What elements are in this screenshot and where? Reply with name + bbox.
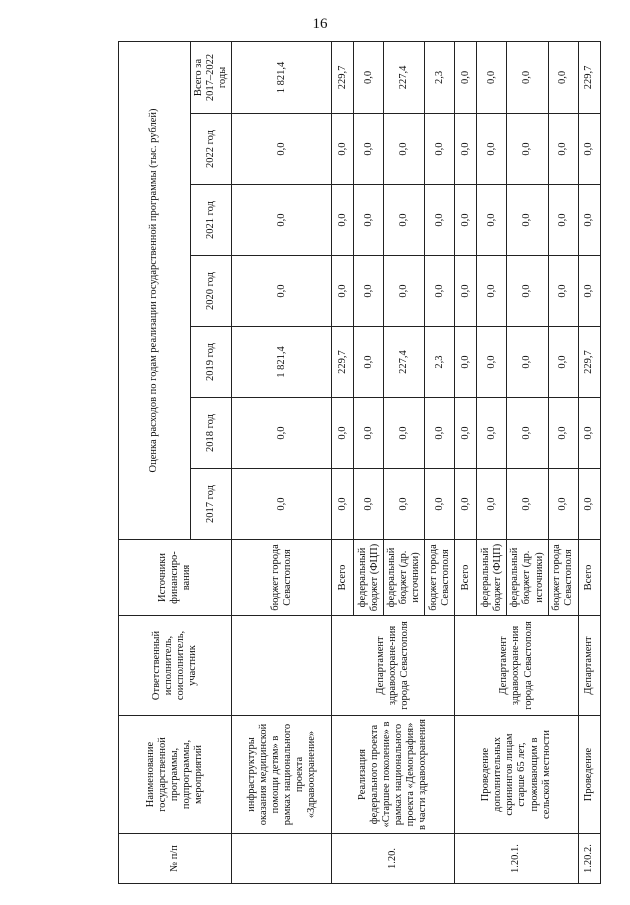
- cell-value: 0,0: [455, 41, 477, 113]
- cell-value: 0,0: [578, 185, 600, 256]
- cell-value: 0,0: [332, 185, 354, 256]
- cell-value: 0,0: [425, 469, 455, 540]
- cell-value: 229,7: [578, 327, 600, 398]
- cell-value: 0,0: [354, 327, 384, 398]
- cell-value: 0,0: [477, 185, 507, 256]
- table-row: [332, 41, 354, 883]
- cell-source: бюджет города Севастополя: [425, 540, 455, 616]
- cell-value: 0,0: [548, 327, 578, 398]
- cell-value: 0,0: [384, 256, 425, 327]
- cell-source: бюджет города Севастополя: [232, 540, 332, 616]
- cell-value: 0,0: [384, 114, 425, 185]
- cell-value: 0,0: [455, 185, 477, 256]
- table-row: [578, 41, 600, 883]
- cell-value: 0,0: [354, 114, 384, 185]
- cell-name: Проведение дополнительных скринингов лицам старше 65 лет, проживающим в сельской местности: [455, 716, 578, 834]
- cell-num: 1.20.: [332, 834, 455, 884]
- cell-value: 0,0: [455, 114, 477, 185]
- cell-value: 0,0: [384, 469, 425, 540]
- budget-table: [118, 41, 601, 884]
- cell-value: 0,0: [548, 469, 578, 540]
- cell-value: 0,0: [578, 256, 600, 327]
- cell-executor: Департамент: [578, 616, 600, 716]
- header-year: 2022 год: [191, 114, 232, 185]
- cell-value: 0,0: [425, 114, 455, 185]
- cell-num: [232, 834, 332, 884]
- header-total: Всего за 2017–2022 годы: [191, 41, 232, 113]
- cell-value: 227,4: [384, 327, 425, 398]
- cell-value: 0,0: [455, 469, 477, 540]
- cell-value: 0,0: [548, 41, 578, 113]
- cell-executor: [232, 616, 332, 716]
- cell-source: бюджет города Севастополя: [548, 540, 578, 616]
- rotated-table-wrapper: [118, 42, 595, 884]
- cell-value: 0,0: [477, 398, 507, 469]
- cell-num: 1.20.1.: [455, 834, 578, 884]
- cell-value: 0,0: [232, 185, 332, 256]
- cell-value: 1 821,4: [232, 327, 332, 398]
- cell-value: 0,0: [507, 469, 548, 540]
- cell-value: 229,7: [332, 41, 354, 113]
- header-year: 2021 год: [191, 185, 232, 256]
- cell-value: 0,0: [232, 469, 332, 540]
- header-year: 2019 год: [191, 327, 232, 398]
- header-num: № п/п: [119, 834, 232, 884]
- cell-value: 0,0: [354, 256, 384, 327]
- cell-num: 1.20.2.: [578, 834, 600, 884]
- cell-source: федеральный бюджет (ФЦП): [354, 540, 384, 616]
- cell-source: Всего: [578, 540, 600, 616]
- header-estimate: Оценка расходов по годам реализации государственной программы (тыс. рублей): [119, 41, 191, 539]
- cell-value: 0,0: [578, 398, 600, 469]
- rotated-table: [118, 42, 595, 884]
- cell-value: 0,0: [354, 398, 384, 469]
- cell-value: 0,0: [425, 256, 455, 327]
- cell-value: 0,0: [507, 114, 548, 185]
- cell-value: 0,0: [384, 185, 425, 256]
- cell-name: Проведение: [578, 716, 600, 834]
- cell-value: 0,0: [548, 256, 578, 327]
- cell-value: 0,0: [455, 398, 477, 469]
- table-row: [455, 41, 477, 883]
- cell-source: Всего: [332, 540, 354, 616]
- header-year: 2020 год: [191, 256, 232, 327]
- table-row: [232, 41, 332, 883]
- cell-value: 0,0: [232, 398, 332, 469]
- cell-value: 0,0: [578, 114, 600, 185]
- cell-value: 0,0: [354, 185, 384, 256]
- cell-value: 0,0: [455, 256, 477, 327]
- cell-value: 0,0: [507, 185, 548, 256]
- cell-source: Всего: [455, 540, 477, 616]
- cell-value: 0,0: [507, 398, 548, 469]
- cell-value: 0,0: [425, 398, 455, 469]
- cell-executor: Департамент здравоохране-ния города Севастополя: [332, 616, 455, 716]
- cell-value: 0,0: [507, 41, 548, 113]
- cell-value: 0,0: [477, 256, 507, 327]
- header-name: Наименование государственной программы, подпрограммы, мероприятий: [119, 716, 232, 834]
- cell-value: 0,0: [477, 114, 507, 185]
- cell-value: 2,3: [425, 327, 455, 398]
- cell-value: 0,0: [354, 41, 384, 113]
- cell-source: федеральный бюджет (ФЦП): [477, 540, 507, 616]
- cell-value: 0,0: [332, 469, 354, 540]
- cell-value: 0,0: [507, 327, 548, 398]
- page-number: 16: [312, 16, 328, 32]
- cell-value: 0,0: [477, 327, 507, 398]
- cell-value: 0,0: [384, 398, 425, 469]
- cell-value: 0,0: [548, 398, 578, 469]
- cell-value: 227,4: [384, 41, 425, 113]
- cell-value: 0,0: [332, 256, 354, 327]
- header-executor: Ответственный исполнитель, соисполнитель, участник: [119, 616, 232, 716]
- cell-source: федеральный бюджет (др. источники): [507, 540, 548, 616]
- cell-executor: Департамент здравоохране-ния города Севастополя: [455, 616, 578, 716]
- cell-value: 0,0: [332, 114, 354, 185]
- cell-value: 0,0: [455, 327, 477, 398]
- cell-value: 0,0: [232, 256, 332, 327]
- cell-value: 0,0: [332, 398, 354, 469]
- header-row-1: [119, 41, 191, 883]
- cell-value: 0,0: [354, 469, 384, 540]
- cell-value: 0,0: [477, 41, 507, 113]
- cell-value: 229,7: [332, 327, 354, 398]
- cell-value: 0,0: [425, 185, 455, 256]
- cell-value: 0,0: [232, 114, 332, 185]
- cell-value: 229,7: [578, 41, 600, 113]
- header-year: 2017 год: [191, 469, 232, 540]
- cell-value: 0,0: [548, 114, 578, 185]
- cell-value: 0,0: [507, 256, 548, 327]
- cell-name: инфраструктуры оказания медицинской помощи детям» в рамках национального проекта «Здравоохранение»: [232, 716, 332, 834]
- cell-source: федеральный бюджет (др. источники): [384, 540, 425, 616]
- cell-value: 0,0: [578, 469, 600, 540]
- header-year: 2018 год: [191, 398, 232, 469]
- cell-value: 0,0: [477, 469, 507, 540]
- header-source: Источники финансиро-вания: [119, 540, 232, 616]
- cell-value: 1 821,4: [232, 41, 332, 113]
- cell-value: 0,0: [548, 185, 578, 256]
- cell-value: 2,3: [425, 41, 455, 113]
- cell-name: Реализация федерального проекта «Старшее поколение» в рамках национального проекта «Демография» в части здравоохранения: [332, 716, 455, 834]
